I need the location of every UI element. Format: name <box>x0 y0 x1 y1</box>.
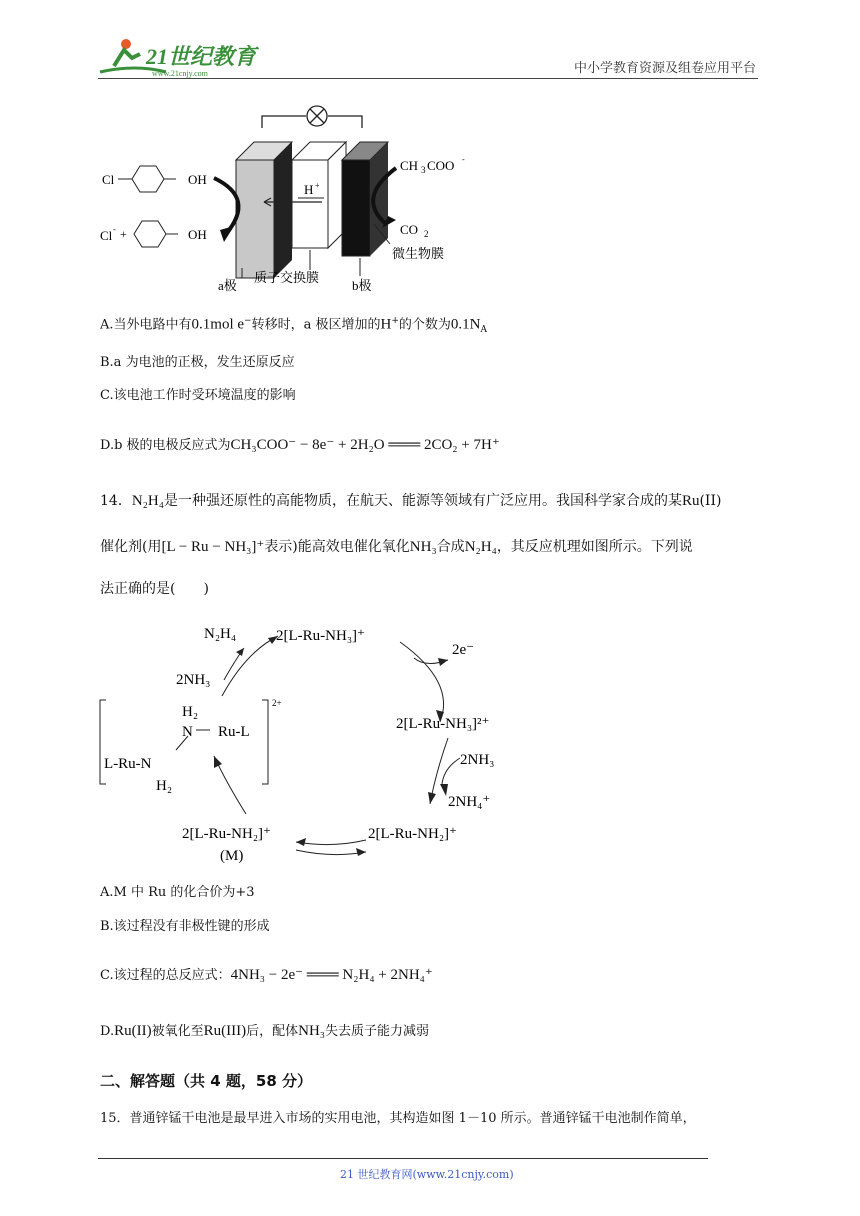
svg-text:a极: a极 <box>218 278 237 293</box>
svg-text:2NH₃: 2NH₃ <box>176 672 211 688</box>
svg-text:2[L-Ru-NH₂]⁺: 2[L-Ru-NH₂]⁺ <box>368 826 457 842</box>
q13-option-a: A.当外电路中有0.1mol e−转移时，a 极区增加的H+的个数为$0.1N_A$ <box>100 316 487 335</box>
svg-text:2+: 2+ <box>272 698 282 708</box>
svg-text:CH: CH <box>400 158 419 173</box>
svg-text:CO: CO <box>400 222 419 237</box>
section-title: 二、解答题（共 4 题，58 分） <box>100 1072 312 1090</box>
svg-text:3: 3 <box>421 165 426 175</box>
q14-stem-line1: 14．N₂H₄是一种强还原性的高能物质，在航天、能源等领域有广泛应用。我国科学家合成的某Ru(II) <box>100 493 722 509</box>
svg-text:Cl: Cl <box>100 228 113 243</box>
svg-text:2NH₃: 2NH₃ <box>460 752 495 768</box>
svg-text:OH: OH <box>188 227 207 242</box>
svg-text:Ru-L: Ru-L <box>218 724 250 740</box>
svg-text:H₂: H₂ <box>182 704 199 720</box>
svg-text:2[L-Ru-NH₃]²⁺: 2[L-Ru-NH₃]²⁺ <box>396 716 490 732</box>
svg-text:2e⁻: 2e⁻ <box>452 642 475 658</box>
q13-option-d: D.b 极的电极反应式为CH₃COO⁻ − 8e⁻ + 2H₂O ═══ 2CO₂ + 7H⁺ <box>100 437 500 453</box>
svg-text:质子交换膜: 质子交换膜 <box>254 270 320 285</box>
svg-text:微生物膜: 微生物膜 <box>392 246 445 261</box>
svg-text:2[L-Ru-NH₂]⁺: 2[L-Ru-NH₂]⁺ <box>182 826 271 842</box>
logo-text: 21世纪教育 <box>146 44 257 69</box>
svg-text:H: H <box>304 182 314 197</box>
svg-text:+: + <box>315 181 320 190</box>
q14-stem-line2: 催化剂(用[L − Ru − NH₃]⁺表示)能高效电催化氧化NH₃合成N₂H₄，其反应机理如图所示。下列说 <box>100 539 693 555</box>
svg-text:COO: COO <box>427 158 455 173</box>
q14-option-d: D.Ru(II)被氧化至Ru(III)后，配体NH₃失去质子能力减弱 <box>100 1023 430 1039</box>
catalytic-cycle-diagram <box>96 612 556 872</box>
q13-option-b: B.a 为电池的正极，发生还原反应 <box>100 355 295 370</box>
fuel-cell-diagram <box>96 98 496 298</box>
svg-text:(M): (M) <box>220 848 244 864</box>
svg-text:N₂H₄: N₂H₄ <box>204 626 237 642</box>
svg-text:L-Ru-N: L-Ru-N <box>104 756 152 772</box>
svg-text:-: - <box>113 225 116 234</box>
site-logo <box>96 36 266 80</box>
q14-option-c: C.该过程的总反应式：4NH₃ − 2e⁻ ═══ N₂H₄ + 2NH₄⁺ <box>100 967 433 983</box>
svg-text:N: N <box>182 724 193 740</box>
svg-text:2NH₄⁺: 2NH₄⁺ <box>448 794 491 810</box>
svg-text:b极: b极 <box>352 278 372 293</box>
q14-option-b: B.该过程没有非极性键的形成 <box>100 919 270 934</box>
svg-text:+: + <box>120 227 127 241</box>
svg-text:2: 2 <box>424 229 429 239</box>
svg-text:2[L-Ru-NH₃]⁺: 2[L-Ru-NH₃]⁺ <box>276 628 365 644</box>
footer-divider <box>98 1158 708 1159</box>
svg-text:OH: OH <box>188 172 207 187</box>
q15-stem: 15．普通锌锰干电池是最早进入市场的实用电池，其构造如图 1－10 所示。普通锌锰干电池制作简单， <box>100 1111 696 1126</box>
header-slogan: 中小学教育资源及组卷应用平台 <box>574 61 757 76</box>
footer-link[interactable]: 21 世纪教育网(www.21cnjy.com) <box>340 1168 514 1181</box>
q13-option-c: C.该电池工作时受环境温度的影响 <box>100 388 296 403</box>
svg-text:-: - <box>462 155 465 164</box>
q14-stem-line3: 法正确的是( ) <box>100 581 209 597</box>
logo-url: www.21cnjy.com <box>152 69 208 78</box>
header-divider <box>98 78 758 79</box>
svg-text:H₂: H₂ <box>156 778 173 794</box>
q14-option-a: A.M 中 Ru 的化合价为+3 <box>100 885 255 900</box>
svg-text:Cl: Cl <box>102 172 115 187</box>
